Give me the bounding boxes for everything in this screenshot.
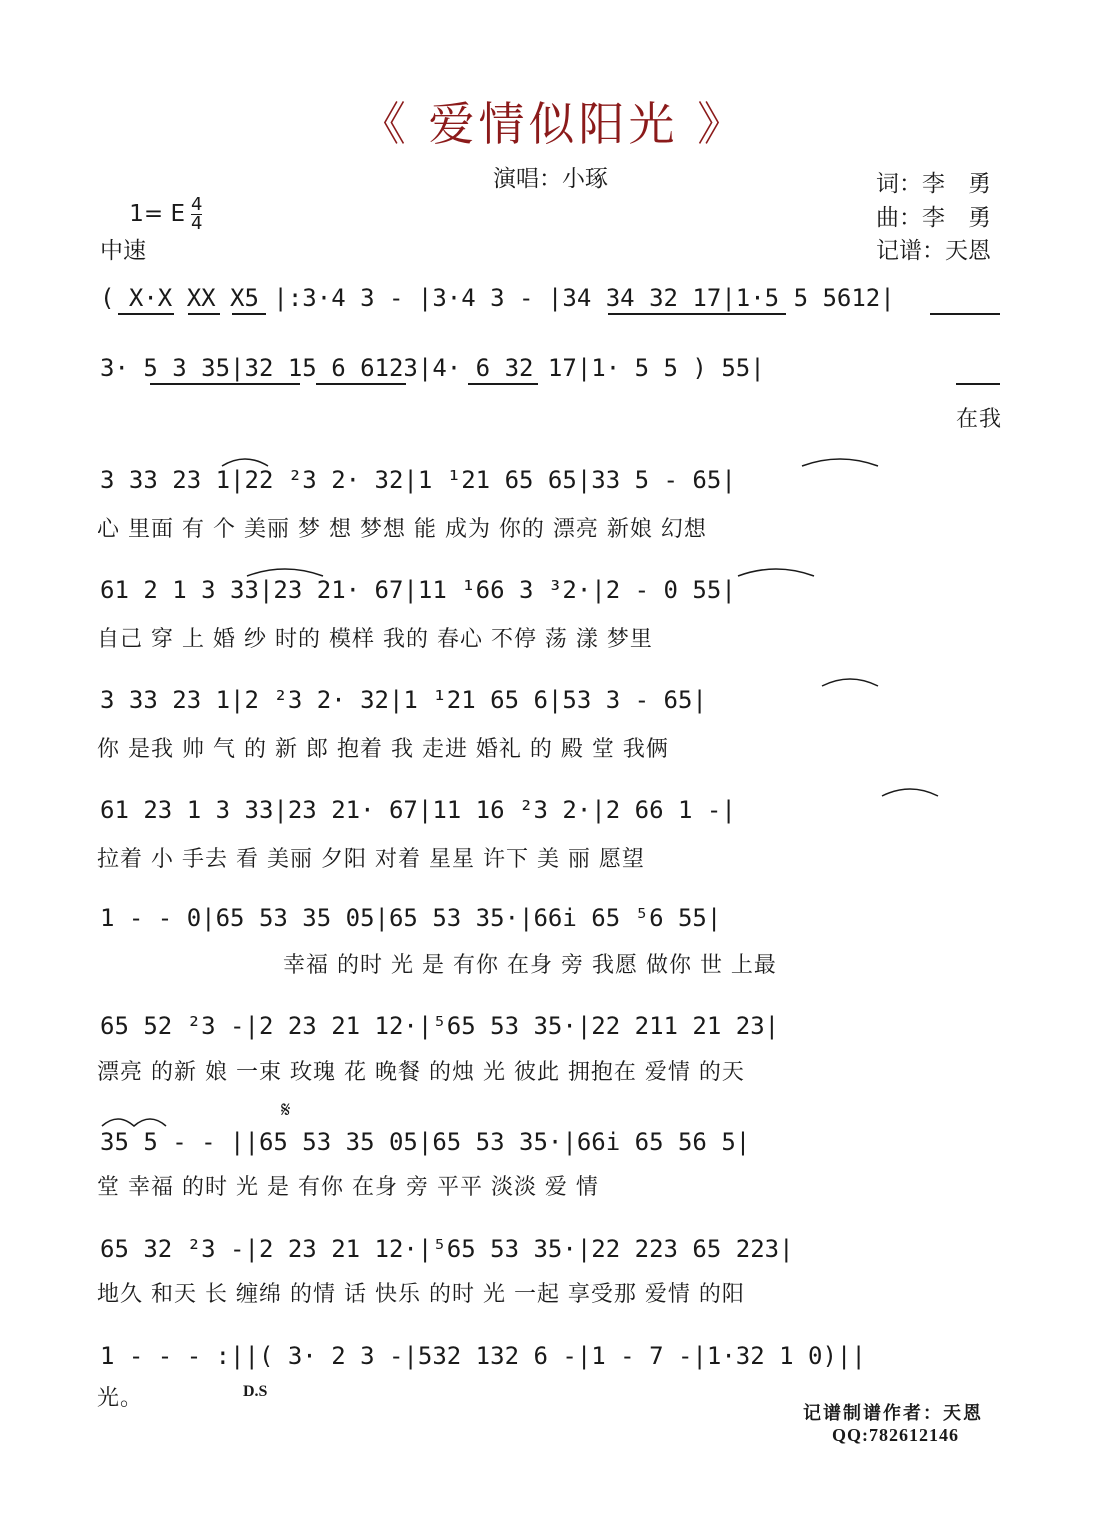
notation-line-1: ( X·X XX X5 |:3·4 3 - |3·4 3 - |34 34 32 17|1·5 5 5612|: [100, 284, 895, 312]
notation-line-8: 65 52 ²3 -|2 23 21 12·|⁵65 53 35·|22 211 21 23|: [100, 1012, 780, 1040]
notation-line-5: 3 33 23 1|2 ²3 2· 32|1 ¹21 65 6|53 3 - 65|: [100, 686, 707, 714]
time-sig-top: 4: [191, 194, 203, 215]
footer-qq: QQ:782612146: [832, 1425, 959, 1445]
transcriber-credit: 记谱：天恩: [876, 238, 991, 264]
ds-marking: D.S: [243, 1383, 268, 1400]
lyrics-line-8: 漂亮 的新 娘 一束 玫瑰 花 晚餐 的烛 光 彼此 拥抱在 爱情 的天: [97, 1060, 745, 1085]
lyrics-line-5: 你 是我 帅 气 的 新 郎 抱着 我 走进 婚礼 的 殿 堂 我俩: [97, 737, 669, 762]
singer-credit: 演唱：小琢: [493, 166, 608, 192]
lyrics-line-11: 光。: [97, 1386, 144, 1411]
time-signature: [191, 196, 202, 233]
lyrics-line-7: 幸福 的时 光 是 有你 在身 旁 我愿 做你 世 上最: [283, 953, 777, 978]
notation-line-7: 1 - - 0|65 53 35 05|65 53 35·|66i 65 ⁵6 55|: [100, 904, 722, 932]
slur-mark: [820, 672, 880, 688]
notation-line-11: 1 - - - :||( 3· 2 3 -|532 132 6 -|1 - 7 -|1·32 1 0)||: [100, 1342, 866, 1370]
notation-line-3: 3 33 23 1|22 ²3 2· 32|1 ¹21 65 65|33 5 - 65|: [100, 466, 736, 494]
slur-mark: [800, 452, 880, 468]
beam-line: [150, 383, 300, 385]
segno-sign: 𝄋: [281, 1098, 291, 1123]
beam-line: [118, 313, 174, 315]
slur-mark: [736, 562, 816, 578]
beam-line: [316, 383, 406, 385]
beam-line: [608, 313, 786, 315]
beam-line: [930, 313, 1000, 315]
tempo-marking: 中速: [100, 238, 146, 264]
slur-mark: [880, 782, 940, 798]
slur-mark: [245, 562, 325, 578]
notation-line-4: 61 2 1 3 33|23 21· 67|11 ¹66 3 ³2·|2 - 0 55|: [100, 576, 736, 604]
time-sig-bottom: 4: [191, 213, 203, 234]
slur-mark: [100, 1112, 170, 1128]
lyrics-line-6: 拉着 小 手去 看 美丽 夕阳 对着 星星 许下 美 丽 愿望: [97, 847, 645, 872]
beam-line: [468, 383, 538, 385]
notation-line-9: 35 5 - - ||65 53 35 05|65 53 35·|66i 65 56 5|: [100, 1128, 751, 1156]
beam-line: [232, 313, 266, 315]
lyrics-line-3: 心 里面 有 个 美丽 梦 想 梦想 能 成为 你的 漂亮 新娘 幻想: [97, 517, 707, 542]
composer-credit: 曲：李 勇: [876, 205, 991, 231]
slur-mark: [220, 452, 270, 468]
notation-line-2: 3· 5 3 35|32 15 6 6123|4· 6 32 17|1· 5 5 ) 55|: [100, 354, 765, 382]
key-label: 1= E: [129, 201, 185, 227]
lyrics-line-2: 在我: [955, 407, 1002, 432]
notation-line-6: 61 23 1 3 33|23 21· 67|11 16 ²3 2·|2 66 1 -|: [100, 796, 736, 824]
lyricist-credit: 词：李 勇: [876, 171, 991, 197]
beam-line: [956, 383, 1000, 385]
notation-line-10: 65 32 ²3 -|2 23 21 12·|⁵65 53 35·|22 223 65 223|: [100, 1235, 794, 1263]
footer-credit: 记谱制谱作者：天恩: [803, 1403, 983, 1423]
lyrics-line-10: 地久 和天 长 缠绵 的情 话 快乐 的时 光 一起 享受那 爱情 的阳: [97, 1282, 745, 1307]
lyrics-line-4: 自己 穿 上 婚 纱 时的 模样 我的 春心 不停 荡 漾 梦里: [97, 627, 653, 652]
song-title: 《 爱情似阳光 》: [359, 97, 748, 151]
lyrics-line-9: 堂 幸福 的时 光 是 有你 在身 旁 平平 淡淡 爱 情: [97, 1175, 599, 1200]
beam-line: [188, 313, 220, 315]
